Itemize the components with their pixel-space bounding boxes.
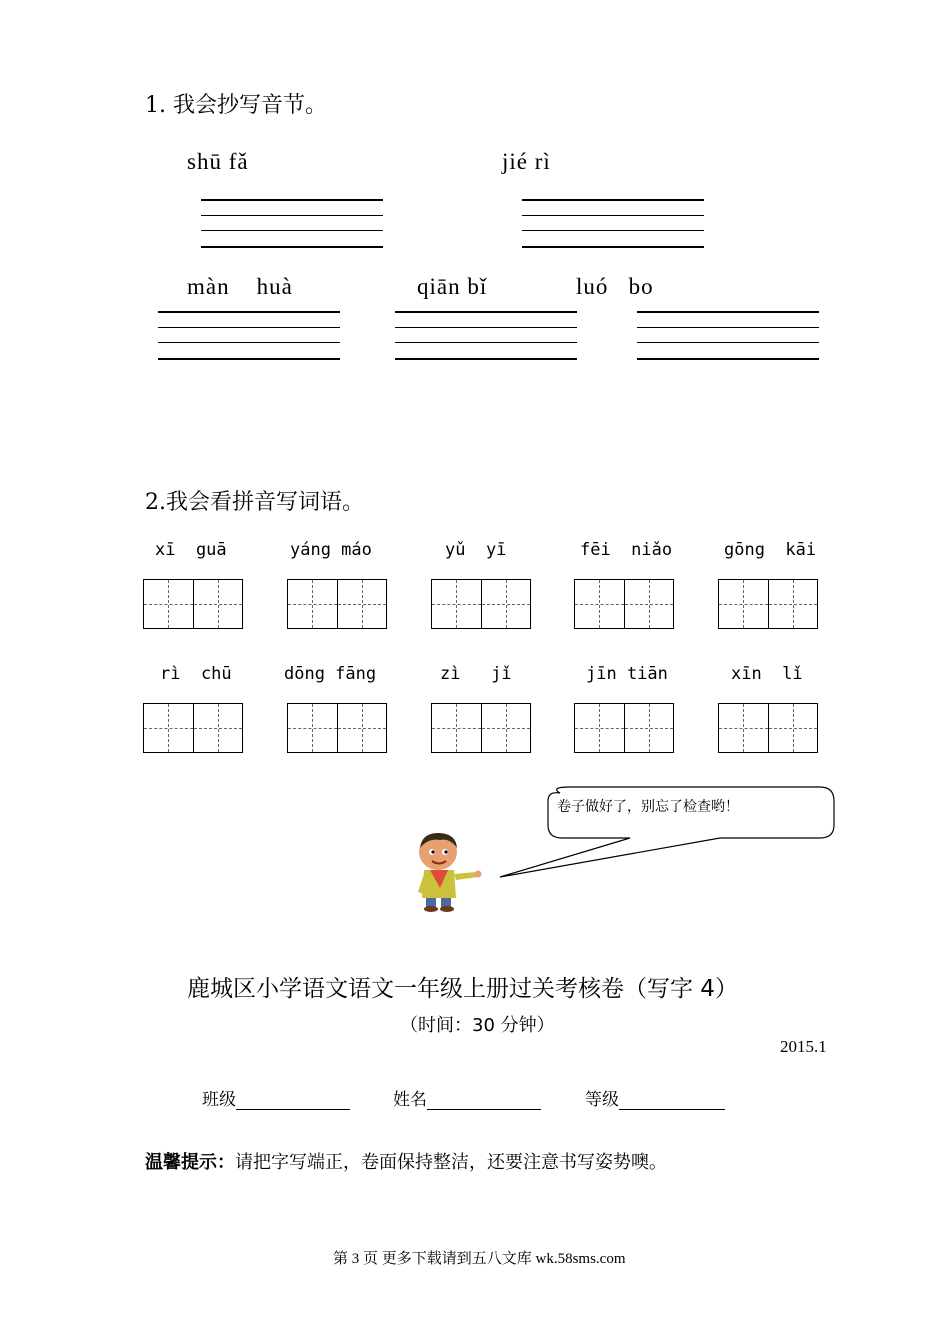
name-label: 姓名: [393, 1090, 427, 1110]
tian-grid-xigua[interactable]: [143, 579, 243, 629]
warm-tip-label: 温馨提示：: [145, 1152, 235, 1173]
tian-grid-jintian[interactable]: [574, 703, 674, 753]
pinyin-luobo: luó bo: [576, 274, 654, 299]
section1-title: 1. 我会抄写音节。: [145, 93, 327, 118]
class-field[interactable]: [202, 1085, 350, 1110]
writing-lines-qianbi[interactable]: [395, 311, 577, 361]
page-footer: 第 3 页 更多下载请到五八文库 wk.58sms.com: [333, 1251, 626, 1267]
pinyin-dongfang: dōng fāng: [284, 664, 377, 684]
tian-grid-richu[interactable]: [143, 703, 243, 753]
tian-grid-ziji[interactable]: [431, 703, 531, 753]
pinyin-feiniao: fēi niǎo: [580, 540, 673, 560]
exam-time: （时间：30 分钟）: [400, 1015, 555, 1036]
writing-lines-manhua[interactable]: [158, 311, 340, 361]
pinyin-ziji: zì jǐ: [440, 664, 512, 684]
tian-grid-gongkai[interactable]: [718, 579, 818, 629]
tian-grid-yuyi[interactable]: [431, 579, 531, 629]
cartoon-boy-image: [410, 828, 485, 913]
name-field[interactable]: [393, 1085, 541, 1110]
pinyin-jieri: jié rì: [502, 149, 551, 174]
tian-grid-xinli[interactable]: [718, 703, 818, 753]
writing-lines-shufa[interactable]: [201, 199, 383, 249]
pinyin-shufa: shū fǎ: [187, 149, 249, 174]
pinyin-xigua: xī guā: [155, 540, 227, 560]
writing-lines-jieri[interactable]: [522, 199, 704, 249]
speech-bubble-text: 卷子做好了，别忘了检查哟！: [557, 799, 739, 815]
writing-lines-luobo[interactable]: [637, 311, 819, 361]
tian-grid-feiniao[interactable]: [574, 579, 674, 629]
pinyin-yangmao: yáng máo: [290, 540, 372, 560]
exam-title: 鹿城区小学语文语文一年级上册过关考核卷（写字 4）: [187, 976, 738, 1002]
grade-field[interactable]: [585, 1085, 725, 1110]
warm-tip-text: 请把字写端正，卷面保持整洁，还要注意书写姿势噢。: [235, 1152, 667, 1173]
pinyin-xinli: xīn lǐ: [731, 664, 803, 684]
pinyin-richu: rì chū: [160, 664, 232, 684]
section2-title: 2.我会看拼音写词语。: [145, 490, 364, 515]
exam-date: 2015.1: [780, 1037, 827, 1056]
tian-grid-dongfang[interactable]: [287, 703, 387, 753]
pinyin-qianbi: qiān bǐ: [417, 274, 488, 299]
pinyin-gongkai: gōng kāi: [724, 540, 817, 560]
warm-tip: [145, 1148, 667, 1174]
pinyin-manhua: màn huà: [187, 274, 293, 299]
pinyin-yuyi: yǔ yī: [445, 540, 507, 560]
grade-label: 等级: [585, 1090, 619, 1110]
tian-grid-yangmao[interactable]: [287, 579, 387, 629]
pinyin-jintian: jīn tiān: [586, 664, 668, 684]
class-label: 班级: [202, 1090, 236, 1110]
